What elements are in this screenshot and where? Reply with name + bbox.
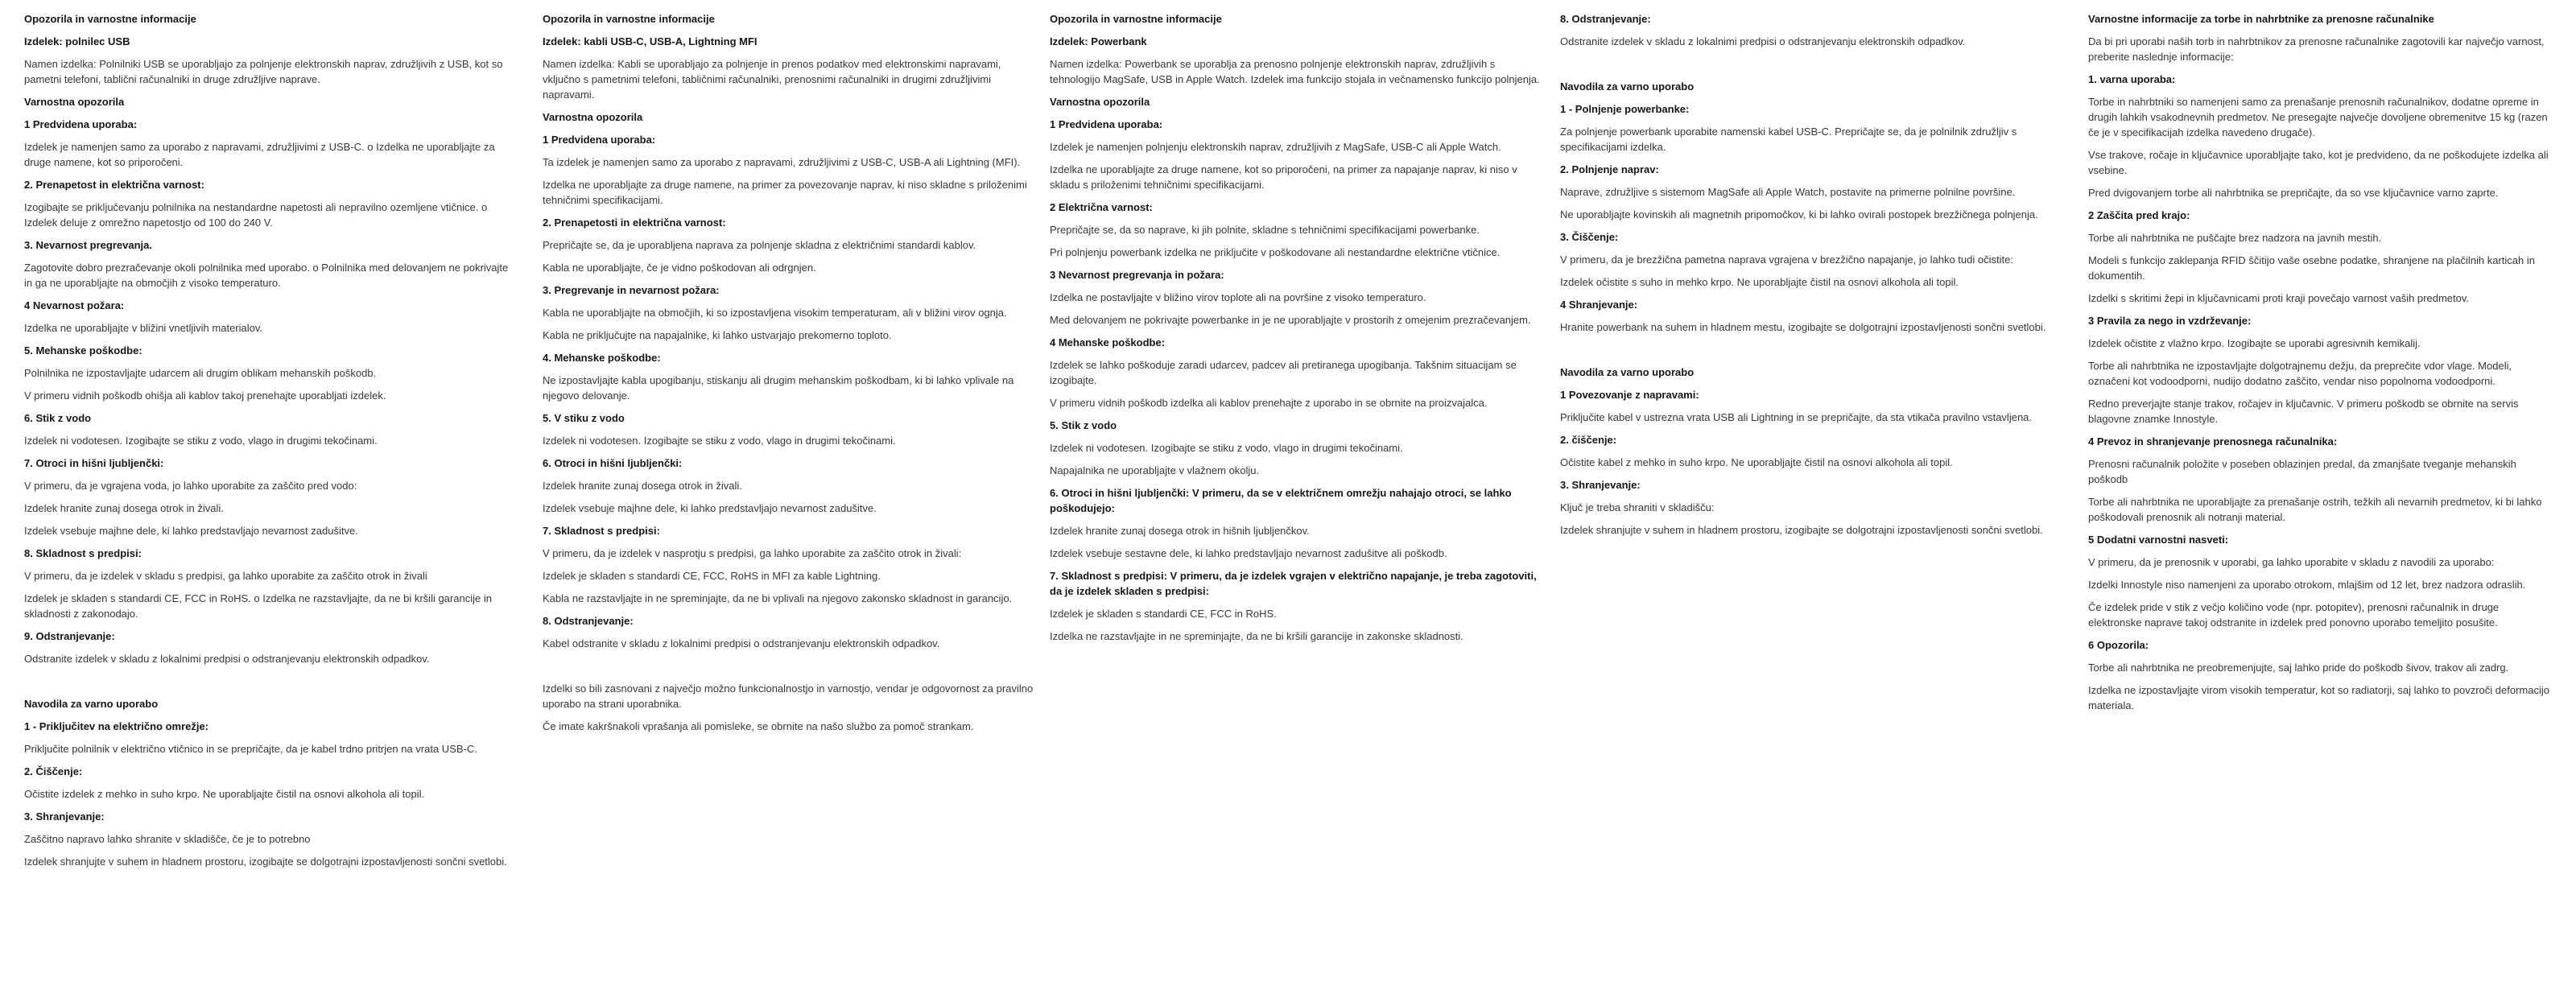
paragraph: Za polnjenje powerbank uporabite namenski kabel USB-C. Prepričajte se, da je polnilnik združljiv s specifikacijami izdelka. (1560, 126, 2017, 153)
paragraph: V primeru, da je izdelek v skladu s predpisi, ga lahko uporabite za zaščito otrok in živali (24, 570, 427, 582)
paragraph: Izdelek je skladen s standardi CE, FCC in RoHS. (1050, 608, 1277, 620)
section-heading: Opozorila in varnostne informacije (543, 13, 715, 25)
paragraph: Priključite polnilnik v električno vtičnico in se prepričajte, da je kabel trdno pritrjen na vrata USB-C. (24, 743, 477, 755)
section-heading: 5. V stiku z vodo (543, 412, 625, 424)
paragraph: Polnilnika ne izpostavljajte udarcem ali drugim oblikam mehanskih poškodb. (24, 367, 377, 379)
paragraph: Pred dvigovanjem torbe ali nahrbtnika se prepričajte, da so vse ključavnice varno zaprte. (2088, 187, 2499, 199)
section-heading: Navodila za varno uporabo (24, 698, 159, 710)
paragraph: Odstranite izdelek v skladu z lokalnimi predpisi o odstranjevanju elektronskih odpadkov. (1560, 35, 1966, 47)
paragraph: Prenosni računalnik položite v poseben oblazinjen predal, da zmanjšate tveganje mehanskih poškodb (2088, 458, 2516, 485)
paragraph: Prepričajte se, da je uporabljena naprava za polnjenje skladna z električnimi standardi kablov. (543, 239, 976, 251)
paragraph: Torbe ali nahrbtnika ne izpostavljajte dolgotrajnemu dežju, da preprečite vdor vlage. Modeli, označeni kot vodoodporni, nudijo dodatno zaščito, vendar niso popolnoma vodoodporni. (2088, 360, 2512, 387)
section-heading: 4. Mehanske poškodbe: (543, 352, 661, 364)
section-heading: 5. Stik z vodo (1050, 419, 1117, 431)
section-heading: 6 Opozorila: (2088, 639, 2149, 651)
section-heading: 3 Pravila za nego in vzdrževanje: (2088, 315, 2252, 327)
section-spacer (1560, 56, 2056, 79)
paragraph: Izdelka ne izpostavljajte virom visokih temperatur, kot so radiatorji, saj lahko to povzroči deformacijo materiala. (2088, 684, 2549, 711)
text-column-powerbank-safety (1050, 11, 1544, 651)
section-heading: Navodila za varno uporabo (1560, 80, 1695, 93)
paragraph: Redno preverjajte stanje trakov, ročajev in ključavnic. V primeru poškodb se obrnite na servis blagovne znamke Innostyle. (2088, 398, 2519, 425)
paragraph: Zaščitno napravo lahko shranite v skladišče, če je to potrebno (24, 833, 311, 845)
paragraph: Izdelek je skladen s standardi CE, FCC, RoHS in MFI za kable Lightning. (543, 570, 881, 582)
paragraph: Kabla ne uporabljajte na območjih, ki so izpostavljena visokim temperaturam, ali v bližini virov ognja. (543, 307, 1007, 319)
paragraph: Torbe ali nahrbtnika ne preobremenjujte, saj lahko pride do poškodb šivov, trakov ali zadrg. (2088, 662, 2509, 674)
section-spacer (24, 674, 517, 696)
paragraph: V primeru, da je vgrajena voda, jo lahko uporabite za zaščito pred vodo: (24, 480, 357, 492)
section-heading: 3. Pregrevanje in nevarnost požara: (543, 284, 720, 296)
section-heading: 1 - Priključitev na električno omrežje: (24, 720, 209, 732)
paragraph: Izdelek vsebuje majhne dele, ki lahko predstavljajo nevarnost zadušitve. (543, 502, 877, 514)
paragraph: V primeru vidnih poškodb izdelka ali kablov prenehajte z uporabo in se obrnite na proizvajalca. (1050, 397, 1488, 409)
section-heading: 4 Shranjevanje: (1560, 299, 1638, 311)
section-heading: Opozorila in varnostne informacije (24, 13, 196, 25)
section-heading: Izdelek: Powerbank (1050, 35, 1147, 47)
paragraph: Odstranite izdelek v skladu z lokalnimi predpisi o odstranjevanju elektronskih odpadkov. (24, 653, 430, 665)
section-heading: 1 - Polnjenje powerbanke: (1560, 103, 1690, 115)
section-heading: 7. Skladnost s predpisi: (543, 525, 660, 537)
section-heading: Izdelek: kabli USB-C, USB-A, Lightning MFI (543, 35, 758, 47)
paragraph: Izdelek ni vodotesen. Izogibajte se stiku z vodo, vlago in drugimi tekočinami. (543, 435, 896, 447)
section-heading: 4 Prevoz in shranjevanje prenosnega računalnika: (2088, 435, 2338, 447)
section-heading: 6. Otroci in hišni ljubljenčki: (543, 457, 683, 469)
section-heading: 2. Prenapetosti in električna varnost: (543, 216, 726, 229)
paragraph: Vse trakove, ročaje in ključavnice uporabljajte tako, kot je predvideno, da ne poškodujete izdelka ali vsebine. (2088, 149, 2549, 176)
paragraph: Izdelek je namenjen samo za uporabo z napravami, združljivimi z USB-C. o Izdelka ne uporabljajte za druge namene, kot so priporočeni. (24, 141, 495, 168)
section-heading: 1. varna uporaba: (2088, 73, 2176, 85)
paragraph: Če imate kakršnakoli vprašanja ali pomisleke, se obrnite na našo službo za pomoč strankam. (543, 720, 974, 732)
paragraph: Izdelek shranjujte v suhem in hladnem prostoru, izogibajte se dolgotrajni izpostavljenosti sončni svetlobi. (1560, 524, 2043, 536)
paragraph: Izdelki s skritimi žepi in ključavnicami proti kraji povečajo varnost vaših predmetov. (2088, 292, 2469, 304)
text-column-cables-safety (543, 11, 1035, 741)
section-heading: Izdelek: polnilec USB (24, 35, 130, 47)
section-heading: 3. Shranjevanje: (1560, 479, 1641, 491)
paragraph: Kabla ne uporabljajte, če je vidno poškodovan ali odrgnjen. (543, 262, 816, 274)
section-heading: 6. Stik z vodo (24, 412, 92, 424)
paragraph: Priključite kabel v ustrezna vrata USB ali Lightning in se prepričajte, da sta vtikača pravilno vstavljena. (1560, 411, 2033, 423)
paragraph: Očistite kabel z mehko in suho krpo. Ne uporabljajte čistil na osnovi alkohola ali topil. (1560, 456, 1953, 468)
section-spacer (543, 658, 1035, 681)
paragraph: Zagotovite dobro prezračevanje okoli polnilnika med uporabo. o Polnilnika med delovanjem ne pokrivajte in ga ne uporabljajte na območjih z visoko temperaturo. (24, 262, 509, 289)
paragraph: Ne uporabljajte kovinskih ali magnetnih pripomočkov, ki bi lahko ovirali postopek brezžičnega polnjenja. (1560, 208, 2038, 221)
paragraph: Namen izdelka: Polnilniki USB se uporabljajo za polnjenje elektronskih naprav, združljivih z USB, kot so pametni telefoni, tablični računalniki in druge združljive naprave. (24, 58, 503, 85)
paragraph: Izdelek očistite z vlažno krpo. Izogibajte se uporabi agresivnih kemikalij. (2088, 337, 2421, 349)
paragraph: Namen izdelka: Powerbank se uporablja za prenosno polnjenje elektronskih naprav, združljivih s tehnologijo MagSafe, USB in Apple Watch. Izdelek ima funkcijo stojala in večnamensko funkcijo polnjenja. (1050, 58, 1540, 85)
section-heading: 8. Odstranjevanje: (1560, 13, 1651, 25)
paragraph: Izdelek shranjujte v suhem in hladnem prostoru, izogibajte se dolgotrajni izpostavljenosti sončni svetlobi. (24, 856, 507, 868)
section-heading: Varnostna opozorila (24, 96, 125, 108)
paragraph: Modeli s funkcijo zaklepanja RFID ščitijo vaše osebne podatke, shranjene na plačilnih karticah in dokumentih. (2088, 254, 2535, 282)
section-heading: 3. Čiščenje: (1560, 231, 1619, 243)
section-heading: 3 Nevarnost pregrevanja in požara: (1050, 269, 1224, 281)
paragraph: Ne izpostavljajte kabla upogibanju, stiskanju ali drugim mehanskim poškodbam, ki bi lahko vplivale na njegovo delovanje. (543, 374, 1014, 402)
paragraph: Izdelki so bili zasnovani z največjo možno funkcionalnostjo in varnostjo, vendar je odgovornost za pravilno uporabo na strani uporabnika. (543, 682, 1034, 710)
section-heading: 5. Mehanske poškodbe: (24, 344, 142, 357)
text-column-powerbank-usage-and-cable-usage (1560, 11, 2056, 545)
paragraph: Izdelek je namenjen polnjenju elektronskih naprav, združljivih z MagSafe, USB-C ali Apple Watch. (1050, 141, 1501, 153)
paragraph: Izdelki Innostyle niso namenjeni za uporabo otrokom, mlajšim od 12 let, brez nadzora odraslih. (2088, 579, 2526, 591)
section-spacer (1560, 342, 2056, 365)
paragraph: Izdelek hranite zunaj dosega otrok in hišnih ljubljenčkov. (1050, 525, 1310, 537)
section-heading: 3. Nevarnost pregrevanja. (24, 239, 152, 251)
section-heading: 1 Predvidena uporaba: (24, 118, 138, 130)
paragraph: V primeru vidnih poškodb ohišja ali kablov takoj prenehajte uporabljati izdelek. (24, 390, 386, 402)
section-heading: 2. Prenapetost in električna varnost: (24, 179, 204, 191)
section-heading: 7. Skladnost s predpisi: V primeru, da je izdelek vgrajen v električno napajanje, je treba zagotoviti, da je izdelek skladen s predpisi: (1050, 570, 1537, 597)
text-column-laptop-bags-safety (2088, 11, 2555, 720)
section-heading: Opozorila in varnostne informacije (1050, 13, 1222, 25)
section-heading: 8. Odstranjevanje: (543, 615, 634, 627)
section-heading: Varnostna opozorila (543, 111, 643, 123)
section-heading: Varnostna opozorila (1050, 96, 1150, 108)
section-heading: 8. Skladnost s predpisi: (24, 547, 142, 559)
paragraph: Ključ je treba shraniti v skladišču: (1560, 501, 1715, 513)
section-heading: 1 Predvidena uporaba: (1050, 118, 1163, 130)
paragraph: Izdelka ne uporabljajte za druge namene, kot so priporočeni, na primer za napajanje naprav, ki niso v skladu s priloženimi tehničnimi specifikacijami. (1050, 163, 1517, 191)
paragraph: Kabla ne razstavljajte in ne spreminjajte, da ne bi vplivali na njegovo zakonsko skladnost in garancijo. (543, 592, 1013, 604)
section-heading: 2. čiščenje: (1560, 434, 1617, 446)
paragraph: Izdelka ne uporabljajte v bližini vnetljivih materialov. (24, 322, 263, 334)
section-heading: 1 Predvidena uporaba: (543, 134, 656, 146)
paragraph: Izdelek je skladen s standardi CE, FCC in RoHS. o Izdelka ne razstavljajte, da ne bi kršili garancije in skladnosti z zakonodajo. (24, 592, 492, 620)
section-heading: 2. Polnjenje naprav: (1560, 163, 1659, 175)
text-column-usb-charger-safety (24, 11, 517, 876)
paragraph: Izdelek očistite s suho in mehko krpo. Ne uporabljajte čistil na osnovi alkohola ali topil. (1560, 276, 1959, 288)
paragraph: Da bi pri uporabi naših torb in nahrbtnikov za prenosne računalnike zagotovili kar največjo varnost, preberite naslednje informacije: (2088, 35, 2545, 63)
paragraph: Kabla ne priključujte na napajalnike, ki lahko ustvarjajo prekomerno toploto. (543, 329, 892, 341)
paragraph: Če izdelek pride v stik z večjo količino vode (npr. potopitev), prenosni računalnik in druge elektronske naprave takoj odstranite in izdelek pred ponovno uporabo temeljito posušite. (2088, 601, 2500, 629)
paragraph: Izogibajte se priključevanju polnilnika na nestandardne napetosti ali nepravilno ozemljene vtičnice. o Izdelek deluje z omrežno napetostjo od 100 do 240 V. (24, 201, 488, 229)
paragraph: Napajalnika ne uporabljajte v vlažnem okolju. (1050, 464, 1260, 476)
paragraph: Prepričajte se, da so naprave, ki jih polnite, skladne s tehničnimi specifikacijami powerbanke. (1050, 224, 1480, 236)
paragraph: Pri polnjenju powerbank izdelka ne priključite v poškodovane ali nestandardne električne vtičnice. (1050, 246, 1501, 258)
paragraph: V primeru, da je brezžična pametna naprava vgrajena v brezžično napajanje, jo lahko tudi očistite: (1560, 254, 2013, 266)
paragraph: Izdelek hranite zunaj dosega otrok in živali. (543, 480, 742, 492)
paragraph: Izdelek se lahko poškoduje zaradi udarcev, padcev ali pretiranega upogibanja. Takšnim situacijam se izogibajte. (1050, 359, 1517, 386)
paragraph: Izdelek vsebuje majhne dele, ki lahko predstavljajo nevarnost zadušitve. (24, 525, 358, 537)
section-heading: 1 Povezovanje z napravami: (1560, 389, 1699, 401)
paragraph: Hranite powerbank na suhem in hladnem mestu, izogibajte se dolgotrajni izpostavljenosti sončni svetlobi. (1560, 321, 2046, 333)
paragraph: Izdelka ne postavljajte v bližino virov toplote ali na površine z visoko temperaturo. (1050, 291, 1426, 303)
section-heading: Varnostne informacije za torbe in nahrbtnike za prenosne računalnike (2088, 13, 2434, 25)
section-heading: 2 Zaščita pred krajo: (2088, 209, 2190, 221)
section-heading: 4 Mehanske poškodbe: (1050, 336, 1166, 348)
paragraph: Torbe ali nahrbtnika ne puščajte brez nadzora na javnih mestih. (2088, 232, 2382, 244)
section-heading: 7. Otroci in hišni ljubljenčki: (24, 457, 164, 469)
paragraph: Izdelka ne razstavljajte in ne spreminjajte, da ne bi kršili garancije in zakonske skladnosti. (1050, 630, 1463, 642)
section-heading: 2. Čiščenje: (24, 765, 83, 777)
section-heading: 3. Shranjevanje: (24, 810, 105, 823)
paragraph: Kabel odstranite v skladu z lokalnimi predpisi o odstranjevanju elektronskih odpadkov. (543, 637, 940, 649)
paragraph: Očistite izdelek z mehko in suho krpo. Ne uporabljajte čistil na osnovi alkohola ali topil. (24, 788, 425, 800)
paragraph: Izdelek ni vodotesen. Izogibajte se stiku z vodo, vlago in drugimi tekočinami. (24, 435, 378, 447)
section-heading: 2 Električna varnost: (1050, 201, 1153, 213)
paragraph: V primeru, da je prenosnik v uporabi, ga lahko uporabite v skladu z navodili za uporabo: (2088, 556, 2495, 568)
section-heading: 6. Otroci in hišni ljubljenčki: V primeru, da se v električnem omrežju nahajajo otroci, se lahko poškodujejo: (1050, 487, 1512, 514)
paragraph: Ta izdelek je namenjen samo za uporabo z napravami, združljivimi z USB-C, USB-A ali Lightning (MFI). (543, 156, 1021, 168)
paragraph: Izdelek hranite zunaj dosega otrok in živali. (24, 502, 224, 514)
paragraph: Izdelek vsebuje sestavne dele, ki lahko predstavljajo nevarnost zadušitve ali poškodb. (1050, 547, 1447, 559)
paragraph: Namen izdelka: Kabli se uporabljajo za polnjenje in prenos podatkov med elektronskimi napravami, vključno s pametnimi telefoni, tabličnimi računalniki, prenosnimi računalniki in drugimi združljivimi napravami. (543, 58, 1001, 101)
paragraph: Torbe in nahrbtniki so namenjeni samo za prenašanje prenosnih računalnikov, dodatne opreme in drugih lahkih vsakodnevnih predmetov. Ne presegajte največje dovoljene obremenitve 15 kg (razen če je v specifikacijah izdelka navedeno drugače). (2088, 96, 2548, 138)
paragraph: Torbe ali nahrbtnika ne uporabljajte za prenašanje ostrih, težkih ali nevarnih predmetov, ki bi lahko poškodovali prenosnik ali notranji material. (2088, 496, 2542, 523)
section-heading: 9. Odstranjevanje: (24, 630, 115, 642)
paragraph: Med delovanjem ne pokrivajte powerbanke in je ne uporabljajte v prostorih z omejenim prezračevanjem. (1050, 314, 1531, 326)
section-heading: 5 Dodatni varnostni nasveti: (2088, 534, 2229, 546)
paragraph: Izdelka ne uporabljajte za druge namene, na primer za povezovanje naprav, ki niso skladne s priloženimi tehničnimi specifikacijami. (543, 179, 1027, 206)
paragraph: Izdelek ni vodotesen. Izogibajte se stiku z vodo, vlago in drugimi tekočinami. (1050, 442, 1403, 454)
paragraph: Naprave, združljive s sistemom MagSafe ali Apple Watch, postavite na primerne polnilne površine. (1560, 186, 2016, 198)
paragraph: V primeru, da je izdelek v nasprotju s predpisi, ga lahko uporabite za zaščito otrok in živali: (543, 547, 962, 559)
section-heading: Navodila za varno uporabo (1560, 366, 1695, 378)
section-heading: 4 Nevarnost požara: (24, 299, 125, 311)
